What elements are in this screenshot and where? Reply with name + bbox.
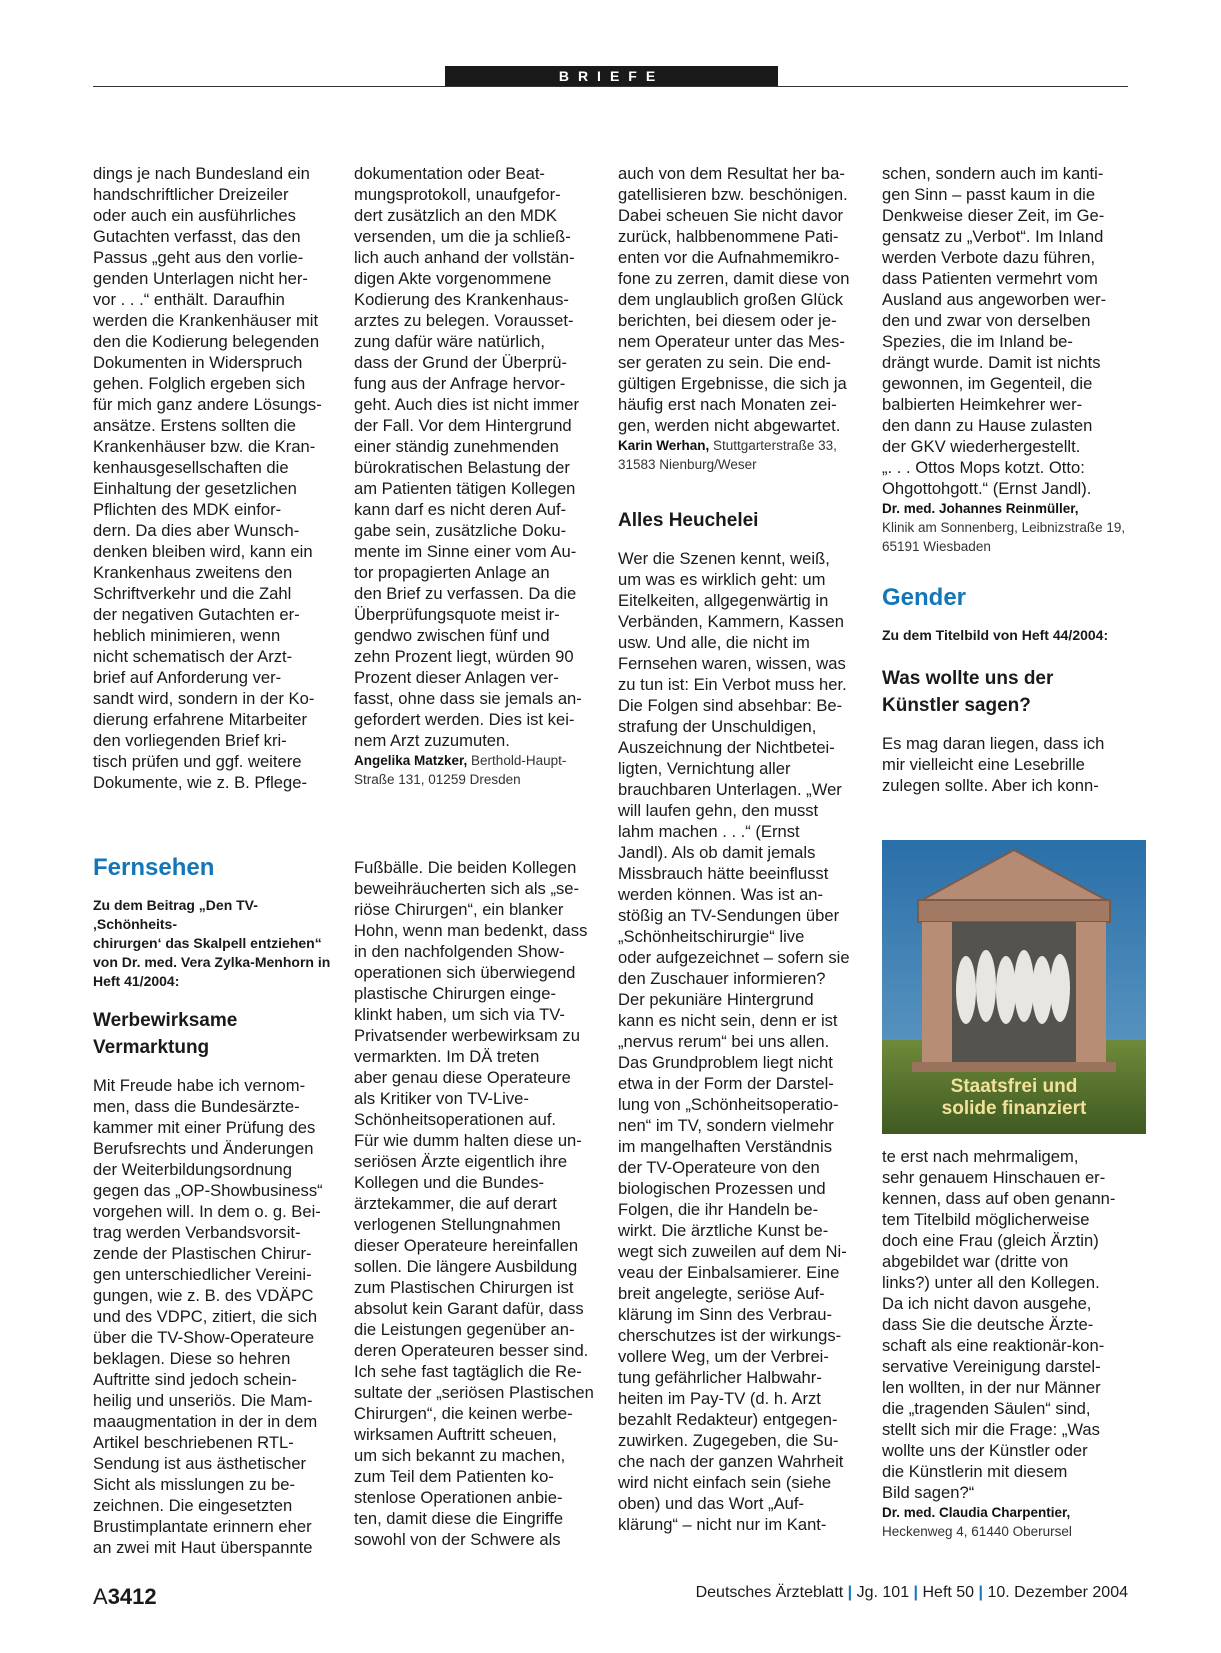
author-address: Klinik am Sonnenberg, Leibnizstraße 19, 65191 Wiesbaden <box>882 520 1126 554</box>
journal-issue: Heft 50 <box>922 1584 975 1601</box>
letter-heading-werbewirksam: Werbewirksame Vermarktung <box>93 1010 238 1058</box>
journal-footer <box>696 1584 1128 1602</box>
letter-reinmueller-text: schen, sondern auch im kanti- gen Sinn – passt kaum in die Denkweise dieser Zeit, im Ge- gensatz zu „Verbot“. Im Inland werden Verbote dazu führen, dass Patienten vermehrt vom Ausland aus angeworben wer- den und zwar von derselben Spezies, die im Inland be- drängt wurde. Damit ist nichts gewonnen, im Gegenteil, die balbierten Heimkehrer wer- den dann zu Hause zulasten der GKV wiederhergestellt. „. . . Ottos Mops kotzt. Otto: Ohgottohgott.“ (Ernst Jandl). <box>882 164 1107 498</box>
author-name: Karin Werhan, <box>618 438 710 453</box>
page-number <box>93 1584 157 1610</box>
fernsehen-section <box>93 854 341 1558</box>
section-intro-gender: Zu dem Titelbild von Heft 44/2004: <box>882 627 1109 643</box>
letter-werbewirksam-continuation: Fußbälle. Die beiden Kollegen beweihräucherten sich als „se- riöse Chirurgen“, ein blanker Hohn, wenn man bedenkt, dass in den nachfolgenden Show- operationen sich überwiegend plastische Chirurgen einge- klinkt haben, um sich via TV- Privatsender werbewirksam zu vermarkten. Im DÄ treten aber genau diese Operateure als Kritiker von TV-Live- Schönheitsoperationen auf. Für wie dumm halten diese un- seriösen Ärzte eigentlich ihre Kollegen und die Bundes- ärztekammer, die auf derart verlogenen Stellungnahmen dieser Operateure hereinfallen sollen. Die längere Ausbildung zum Plastischen Chirurgen ist absolut kein Garant dafür, dass die Leistungen gegenüber an- deren Operateuren besser sind. Ich sehe fast tagtäglich die Re- sultate der „seriösen Plastischen Chirurgen“, die keinen werbe- wirksamen Auftritt scheuen, um sich bekannt zu machen, zum Teil dem Patienten ko- stenlose Operationen anbie- ten, damit diese die Eingriffe sowohl von der Schwere als <box>354 858 594 1549</box>
page-prefix: A <box>93 1584 108 1609</box>
section-intro-fernsehen: Zu dem Beitrag „Den TV-‚Schönheits- chirurgen‘ das Skalpell entziehen“ von Dr. med. Vera Zylka-Menhorn in Heft 41/2004: <box>93 897 331 989</box>
journal-volume: Jg. 101 <box>856 1584 910 1601</box>
page-number-value: 3412 <box>107 1584 157 1609</box>
author-name: Dr. med. Claudia Charpentier, <box>882 1505 1071 1520</box>
signature-charpentier <box>882 1503 1146 1541</box>
letter-continuation-text: dokumentation oder Beat- mungsprotokoll, unaufgefor- dert zusätzlich an den MDK versenden, um die ja schließ- lich auch anhand der vollstän- digen Akte vorgenommene Kodierung des Krankenhaus- arztes zu belegen. Vorausset- zung dafür wäre natürlich, dass der Grund der Überprü- fung aus der Anfrage hervor- geht. Auch dies ist nicht immer der Fall. Vor dem Hintergrund einer ständig zunehmenden bürokratischen Belastung der am Patienten tätigen Kollegen kann darf es nicht deren Auf- gabe sein, zusätzliche Doku- mente im Sinne einer vom Au- tor propagierten Anlage an den Brief zu verfassen. Da die Überprüfungsquote meist ir- gendwo zwischen fünf und zehn Prozent liegt, würden 90 Prozent dieser Anlagen ver- fasst, ohne dass sie jemals an- gefordert werden. Dies ist kei- nem Arzt zuzumuten. <box>354 164 582 750</box>
author-name: Angelika Matzker, <box>354 753 468 768</box>
letter-charpentier-text-part2: te erst nach mehrmaligem, sehr genauem Hinschauen er- kennen, dass auf oben genann- tem Titelbild möglicherweise doch eine Frau (gleich Ärztin) abgebildet war (dritte von links?) unter all den Kollegen. Da ich nicht davon ausgehe, dass Sie die deutsche Ärzte- schaft als eine reaktionär-kon- servative Vereinigung darstel- len wollten, in der nur Männer die „tragenden Säulen“ sind, stellt sich mir die Frage: „Was wollte uns der Künstler oder die Künstlerin mit diesem Bild sagen?“ <box>882 1147 1116 1502</box>
letter-continuation-text: dings je nach Bundesland ein handschriftlicher Dreizeiler oder auch ein ausführliches Gutachten verfasst, das den Passus „geht aus den vorlie- genden Unterlagen nicht her- vor . . .“ enthält. Daraufhin werden die Krankenhäuser mit den die Kodierung belegenden Dokumenten in Widerspruch gehen. Folglich ergeben sich für mich ganz andere Lösungs- ansätze. Erstens sollten die Krankenhäuser bzw. die Kran- kenhausgesellschaften die Einhaltung der gesetzlichen Pflichten des MDK einfor- dern. Da dies aber Wunsch- denken bleiben wird, kann ein Krankenhaus zweitens den Schriftverkehr und die Zahl der negativen Gutachten er- heblich minimieren, wenn nicht schematisch der Arzt- brief auf Anforderung ver- sandt wird, sondern in der Ko- dierung erfahrene Mitarbeiter den vorliegenden Brief kri- tisch prüfen und ggf. weitere Dokumente, wie z. B. Pflege- <box>93 164 322 792</box>
footer-separator: | <box>847 1584 853 1601</box>
footer-separator: | <box>913 1584 919 1601</box>
signature-reinmueller <box>882 499 1146 556</box>
footer-separator: | <box>978 1584 984 1601</box>
column-2-bottom <box>354 857 602 1550</box>
author-name: Dr. med. Johannes Reinmüller, <box>882 501 1079 516</box>
header-rule <box>93 86 1128 87</box>
column-3 <box>618 163 866 1535</box>
column-1-top <box>93 163 341 793</box>
journal-name: Deutsches Ärzteblatt <box>695 1584 844 1601</box>
cover-image <box>882 840 1146 1134</box>
journal-date: 10. Dezember 2004 <box>987 1584 1128 1601</box>
cover-caption-line-2: solide finanziert <box>941 1098 1087 1119</box>
author-address: Berthold-Haupt- Straße 131, 01259 Dresden <box>354 753 567 787</box>
letter-heuchelei-text: Wer die Szenen kennt, weiß, um was es wirklich geht: um Eitelkeiten, allgegenwärtig in Verbänden, Kammern, Kassen usw. Und alle, die nicht im Fernsehen waren, wissen, was zu tun ist: Ein Verbot muss her. Die Folgen sind absehbar: Be- strafung der Unschuldigen, Auszeichnung der Nichtbetei- ligten, Vernichtung aller brauchbaren Unterlagen. „Wer will laufen gehn, den musst lahm machen . . .“ (Ernst Jandl). Als ob damit jemals Missbrauch hätte beeinflusst werden können. Was ist an- stößig an TV-Sendungen über „Schönheitschirurgie“ live oder aufgezeichnet – sofern sie den Zuschauer informieren? Der pekuniäre Hintergrund kann es nicht sein, denn er ist „nervus rerum“ bei uns allen. Das Grundproblem liegt nicht etwa in der Form der Darstel- lung von „Schönheitsoperatio- nen“ im TV, sondern vielmehr im mangelhaften Verständnis der TV-Operateure von den biologischen Prozessen und Folgen, die ihr Handeln be- wirkt. Die ärztliche Kunst be- wegt sich zuweilen auf dem Ni- veau der Einbalsamierer. Eine breit angelegte, seriöse Auf- klärung im Sinn des Verbrau- cherschutzes ist der wirkungs- vollere Weg, um der Verbrei- tung gefährlicher Halbwahr- heiten im Pay-TV (d. h. Arzt bezahlt Redakteur) entgegen- zuwirken. Zugegeben, die Su- che nach der ganzen Wahrheit wird nicht einfach sein (siehe oben) und das Wort „Auf- klärung“ – nicht nur im Kant- <box>618 549 850 1534</box>
column-4 <box>882 163 1146 796</box>
letter-heading-kuenstler: Was wollte uns der Künstler sagen? <box>882 668 1054 716</box>
letter-charpentier-text-part1: Es mag daran liegen, dass ich mir vielleicht eine Lesebrille zulegen sollte. Aber ich konn- <box>882 734 1105 795</box>
cover-caption-line-1: Staatsfrei und <box>950 1076 1078 1097</box>
cover-image-graphic <box>882 840 1146 1134</box>
signature-matzker <box>354 751 602 789</box>
author-address: Stuttgarterstraße 33, 31583 Nienburg/Weser <box>618 438 837 472</box>
section-title-gender: Gender <box>882 584 967 611</box>
letter-werhan-text: auch von dem Resultat her ba- gatellisieren bzw. beschönigen. Dabei scheuen Sie nicht davor zurück, halbbenommene Pati- enten vor die Aufnahmemikro- fone zu zerren, damit diese von dem unglaublich großen Glück berichten, bei diesem oder je- nem Operateur unter das Mes- ser geraten zu sein. Die end- gültigen Ergebnisse, die sich ja häufig erst nach Monaten zei- gen, werden nicht abgewartet. <box>618 164 850 435</box>
letter-werbewirksam-text: Mit Freude habe ich vernom- men, dass die Bundesärzte- kammer mit einer Prüfung des Berufsrechts und Änderungen der Weiterbildungsordnung gegen das „OP-Showbusiness“ vorgehen will. In dem o. g. Bei- trag werden Verbandsvorsit- zende der Plastischen Chirur- gen unterschiedlicher Vereini- gungen, wie z. B. des VDÄPC und des VDPC, zitiert, die sich über die TV-Show-Operateure beklagen. Diese so hehren Auftritte sind jedoch schein- heilig und unseriös. Die Mam- maaugmentation in der in dem Artikel beschriebenen RTL- Sendung ist aus ästhetischer Sicht als misslungen zu be- zeichnen. Die eingesetzten Brustimplantate erinnern eher an zwei mit Haut überspannte <box>93 1076 323 1557</box>
section-header-label: BRIEFE <box>445 66 778 86</box>
author-address: Heckenweg 4, 61440 Oberursel <box>882 1524 1072 1539</box>
section-title-fernsehen: Fernsehen <box>93 854 215 881</box>
letter-heading-heuchelei: Alles Heuchelei <box>618 510 759 531</box>
column-2-top <box>354 163 602 789</box>
column-4-bottom <box>882 1146 1146 1541</box>
signature-werhan <box>618 436 866 474</box>
